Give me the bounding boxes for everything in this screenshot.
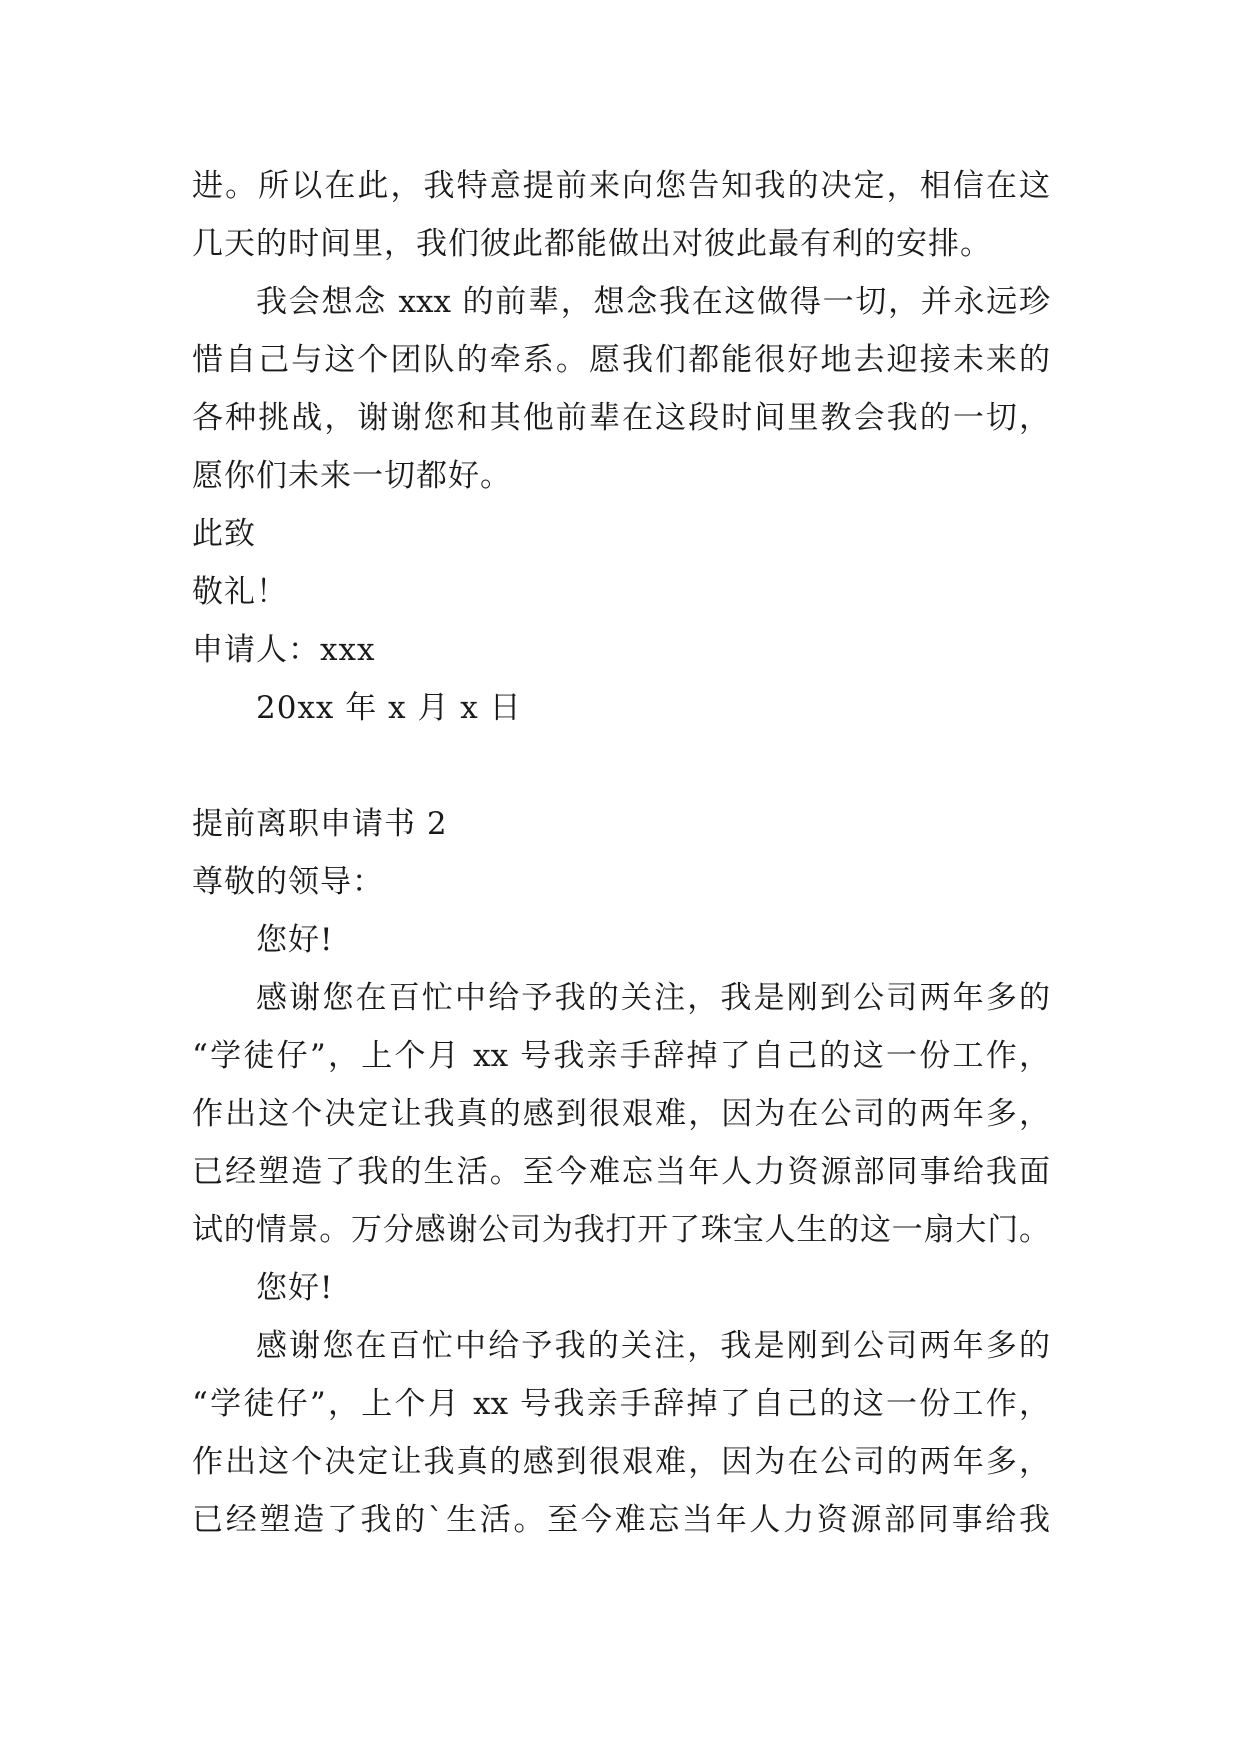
greeting-hello: 您好! [256, 1270, 334, 1306]
paragraph-line: 作出这个决定让我真的感到很艰难，因为在公司的两年多， [192, 1096, 1050, 1132]
paragraph-line: 已经塑造了我的`生活。至今难忘当年人力资源部同事给我 [192, 1502, 1050, 1538]
paragraph-line: 进。所以在此，我特意提前来向您告知我的决定，相信在这 [192, 168, 1050, 204]
closing-salutation: 此致 [192, 516, 256, 552]
paragraph-line: 作出这个决定让我真的感到很艰难，因为在公司的两年多， [192, 1444, 1050, 1480]
section-title: 提前离职申请书 2 [192, 806, 448, 842]
greeting-recipient: 尊敬的领导： [192, 864, 384, 900]
greeting-hello: 您好! [256, 922, 334, 958]
paragraph-line: 感谢您在百忙中给予我的关注，我是刚到公司两年多的 [256, 980, 1050, 1016]
paragraph-line: 试的情景。万分感谢公司为我打开了珠宝人生的这一扇大门。 [192, 1212, 1050, 1248]
paragraph-line: 感谢您在百忙中给予我的关注，我是刚到公司两年多的 [256, 1328, 1050, 1364]
paragraph-line: 几天的时间里，我们彼此都能做出对彼此最有利的安排。 [192, 226, 992, 262]
paragraph-line: “学徒仔”，上个月 xx 号我亲手辞掉了自己的这一份工作， [192, 1386, 1050, 1422]
paragraph-line: 已经塑造了我的生活。至今难忘当年人力资源部同事给我面 [192, 1154, 1050, 1190]
date-line: 20xx 年 x 月 x 日 [256, 690, 522, 726]
paragraph-line: 我会想念 xxx 的前辈，想念我在这做得一切，并永远珍 [256, 284, 1050, 320]
applicant-name: 申请人：xxx [192, 632, 376, 668]
paragraph-line: 各种挑战，谢谢您和其他前辈在这段时间里教会我的一切， [192, 400, 1050, 436]
paragraph-line: 愿你们未来一切都好。 [192, 458, 512, 494]
closing-regards: 敬礼！ [192, 574, 288, 610]
paragraph-line: 惜自己与这个团队的牵系。愿我们都能很好地去迎接未来的 [192, 342, 1050, 378]
paragraph-line: “学徒仔”，上个月 xx 号我亲手辞掉了自己的这一份工作， [192, 1038, 1050, 1074]
